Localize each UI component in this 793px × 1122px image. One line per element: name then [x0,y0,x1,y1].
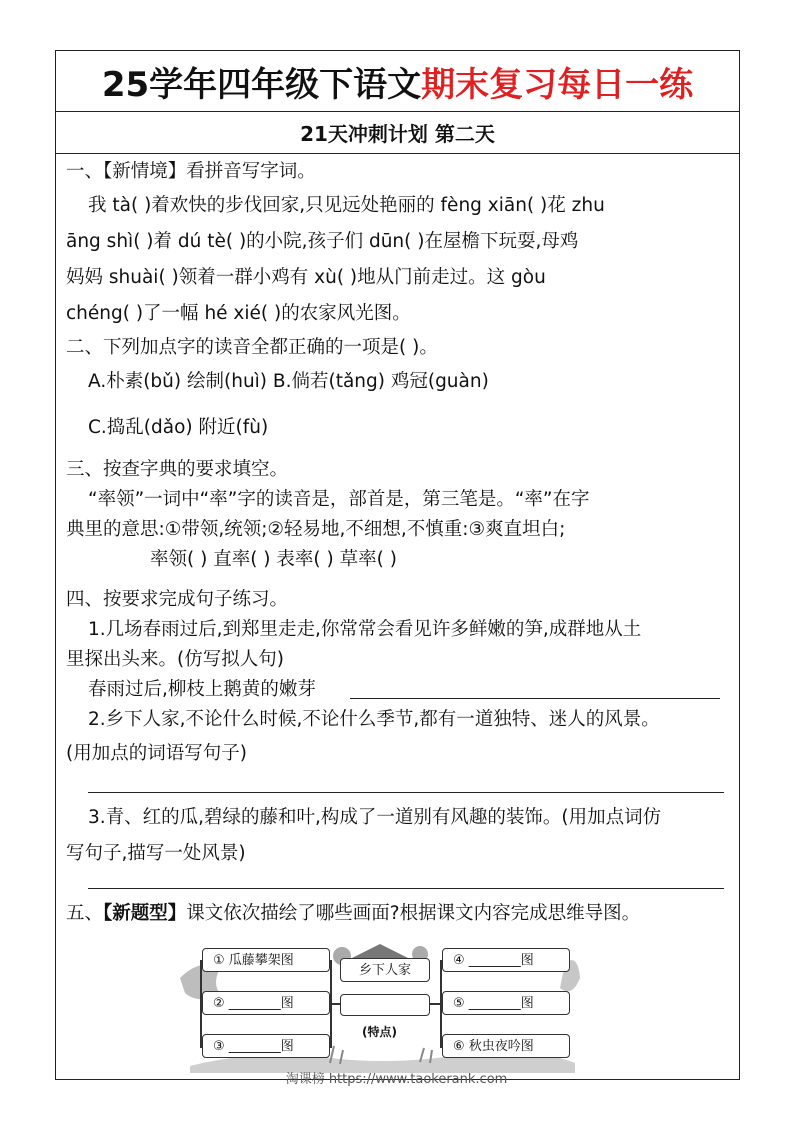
q1-line-2: āng shì( )着 dú tè( )的小院,孩子们 dūn( )在屋檐下玩耍,母鸡 [66,231,579,252]
q4-heading: 四、按要求完成句子练习。 [66,589,289,610]
q4-item3-answer-line[interactable] [88,888,724,889]
q3-line-3: 率领( ) 直率( ) 表率( ) 草率( ) [150,549,397,570]
footer-watermark: 淘课榜 https://www.taokerank.com [285,1072,508,1087]
page-title [56,51,739,112]
title-highlight: 期末复习每日一练 [421,64,694,105]
map-center-blank[interactable] [340,994,430,1016]
map-box-3[interactable]: ③ ________图 [202,1034,330,1058]
q2-heading: 二、下列加点字的读音全都正确的一项是( )。 [66,337,438,358]
q4-item2-line-b: (用加点的词语写句子) [66,743,247,764]
q4-item2-answer-line[interactable] [88,792,724,793]
map-box-2[interactable]: ② ________图 [202,991,330,1015]
q3-line-1: “率领”一词中“率”字的读音是，部首是，第三笔是。“率”在字 [88,489,590,510]
q1-line-1: 我 tà( )着欢快的步伐回家,只见远处艳丽的 fèng xiān( )花 zhu [88,195,605,216]
q4-item1-line-b: 里探出头来。(仿写拟人句) [66,649,284,670]
map-box-4[interactable]: ④ ________图 [442,948,570,972]
map-box-1: ① 瓜藤攀架图 [202,948,330,972]
q2-options-ab: A.朴素(bǔ) 绘制(huì) B.倘若(tǎng) 鸡冠(guàn) [88,371,489,392]
map-feature-label: (特点) [362,1025,397,1039]
q1-line-3: 妈妈 shuài( )领着一群小鸡有 xù( )地从门前走过。这 gòu [66,267,546,288]
mind-map [180,938,580,1073]
q5-heading [66,902,640,926]
q2-options-c: C.捣乱(dǎo) 附近(fù) [88,417,269,438]
q5-heading-text: 课文依次描绘了哪些画面?根据课文内容完成思维导图。 [186,903,641,924]
q3-line-2: 典里的意思:①带领,统领;②轻易地,不细想,不慎重:③爽直坦白; [66,519,566,540]
q4-item1-line-a: 1.几场春雨过后,到郑里走走,你常常会看见许多鲜嫩的笋,成群地从土 [88,619,642,640]
q5-heading-prefix: 五、 [66,903,104,924]
right-connector [430,1003,440,1005]
q3-heading: 三、按查字典的要求填空。 [66,459,289,480]
map-box-5[interactable]: ⑤ ________图 [442,991,570,1015]
left-connector [330,1003,340,1005]
map-center-title: 乡下人家 [340,958,430,982]
q4-item2-line-a: 2.乡下人家,不论什么时候,不论什么季节,都有一道独特、迷人的风景。 [88,709,660,730]
q1-heading: 一、【新情境】看拼音写字词。 [66,161,316,182]
q4-item1-line-c: 春雨过后,柳枝上鹅黄的嫩芽 [88,679,316,700]
map-box-6: ⑥ 秋虫夜吟图 [442,1034,570,1058]
title-main: 25学年四年级下语文 [101,64,422,105]
page-subtitle: 21天冲刺计划 第二天 [56,111,739,154]
q4-item3-line-b: 写句子,描写一处风景) [66,843,246,864]
q4-item3-line-a: 3.青、红的瓜,碧绿的藤和叶,构成了一道别有风趣的装饰。(用加点词仿 [88,807,662,828]
q5-heading-tag: 【新题型】 [103,903,187,924]
q4-item1-answer-line[interactable] [350,698,720,699]
q1-line-4: chéng( )了一幅 hé xié( )的农家风光图。 [66,303,411,324]
